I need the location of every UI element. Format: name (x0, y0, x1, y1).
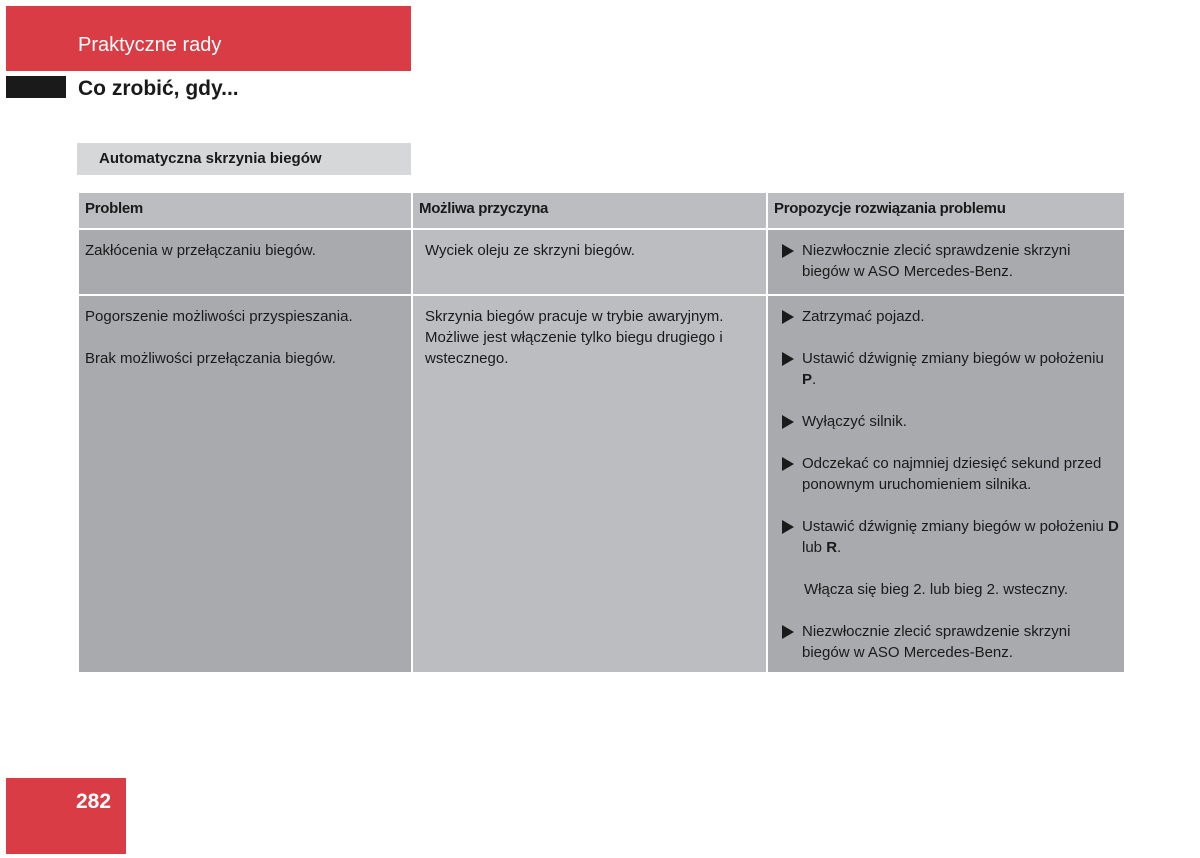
problem-text: Zakłócenia w przełączaniu biegów. (85, 242, 316, 259)
solution-text: Wyłączyć silnik. (802, 413, 907, 430)
arrow-right-icon (782, 457, 794, 471)
solution-step (782, 453, 1120, 495)
solution-cell (767, 229, 1125, 295)
cause-text: Wyciek oleju ze skrzyni biegów. (425, 242, 635, 259)
table-row (78, 229, 1125, 295)
arrow-right-icon (782, 244, 794, 258)
solution-step (782, 516, 1120, 558)
solution-note: Włącza się bieg 2. lub bieg 2. wsteczny. (804, 581, 1069, 598)
solution-step (782, 621, 1120, 663)
table-row (78, 295, 1125, 673)
cause-cell (412, 229, 767, 295)
arrow-right-icon (782, 310, 794, 324)
solution-text: Niezwłocznie zlecić sprawdzenie skrzyni biegów w ASO Mercedes-Benz. (802, 242, 1071, 280)
solution-step (782, 306, 1120, 327)
cause-text: Skrzynia biegów pracuje w trybie awaryjnym. Możliwe jest włączenie tylko biegu drugiego i wstecznego. (425, 308, 724, 367)
troubleshooting-table (77, 191, 1126, 674)
cause-cell (412, 295, 767, 673)
page-number: 282 (76, 790, 112, 813)
solution-text: Ustawić dźwignię zmiany biegów w położeniu D lub R. (802, 518, 1119, 556)
solution-text: Ustawić dźwignię zmiany biegów w położeniu P. (802, 350, 1104, 388)
problem-text: Brak możliwości przełączania biegów. (85, 350, 336, 367)
solution-step (782, 411, 1120, 432)
arrow-right-icon (782, 415, 794, 429)
solution-step (782, 240, 1120, 282)
title-marker (6, 76, 66, 98)
solution-text: Zatrzymać pojazd. (802, 308, 925, 325)
solution-text: Odczekać co najmniej dziesięć sekund przed ponownym uruchomieniem silnika. (802, 455, 1102, 493)
problem-text: Pogorszenie możliwości przyspieszania. (85, 308, 353, 325)
table-header-row (78, 192, 1125, 229)
arrow-right-icon (782, 520, 794, 534)
solution-cell (767, 295, 1125, 673)
page-title: Co zrobić, gdy... (78, 77, 239, 100)
arrow-right-icon (782, 352, 794, 366)
column-header-cause: Możliwa przyczyna (412, 192, 767, 229)
problem-cell (78, 229, 412, 295)
subsection-title: Automatyczna skrzynia biegów (99, 150, 322, 167)
column-header-problem: Problem (78, 192, 412, 229)
arrow-right-icon (782, 625, 794, 639)
page-number-box (6, 778, 126, 854)
problem-cell (78, 295, 412, 673)
section-label: Praktyczne rady (78, 34, 222, 56)
solution-text: Niezwłocznie zlecić sprawdzenie skrzyni biegów w ASO Mercedes-Benz. (802, 623, 1071, 661)
solution-step (782, 348, 1120, 390)
column-header-solution: Propozycje rozwiązania problemu (767, 192, 1125, 229)
subsection-bar (77, 143, 411, 175)
